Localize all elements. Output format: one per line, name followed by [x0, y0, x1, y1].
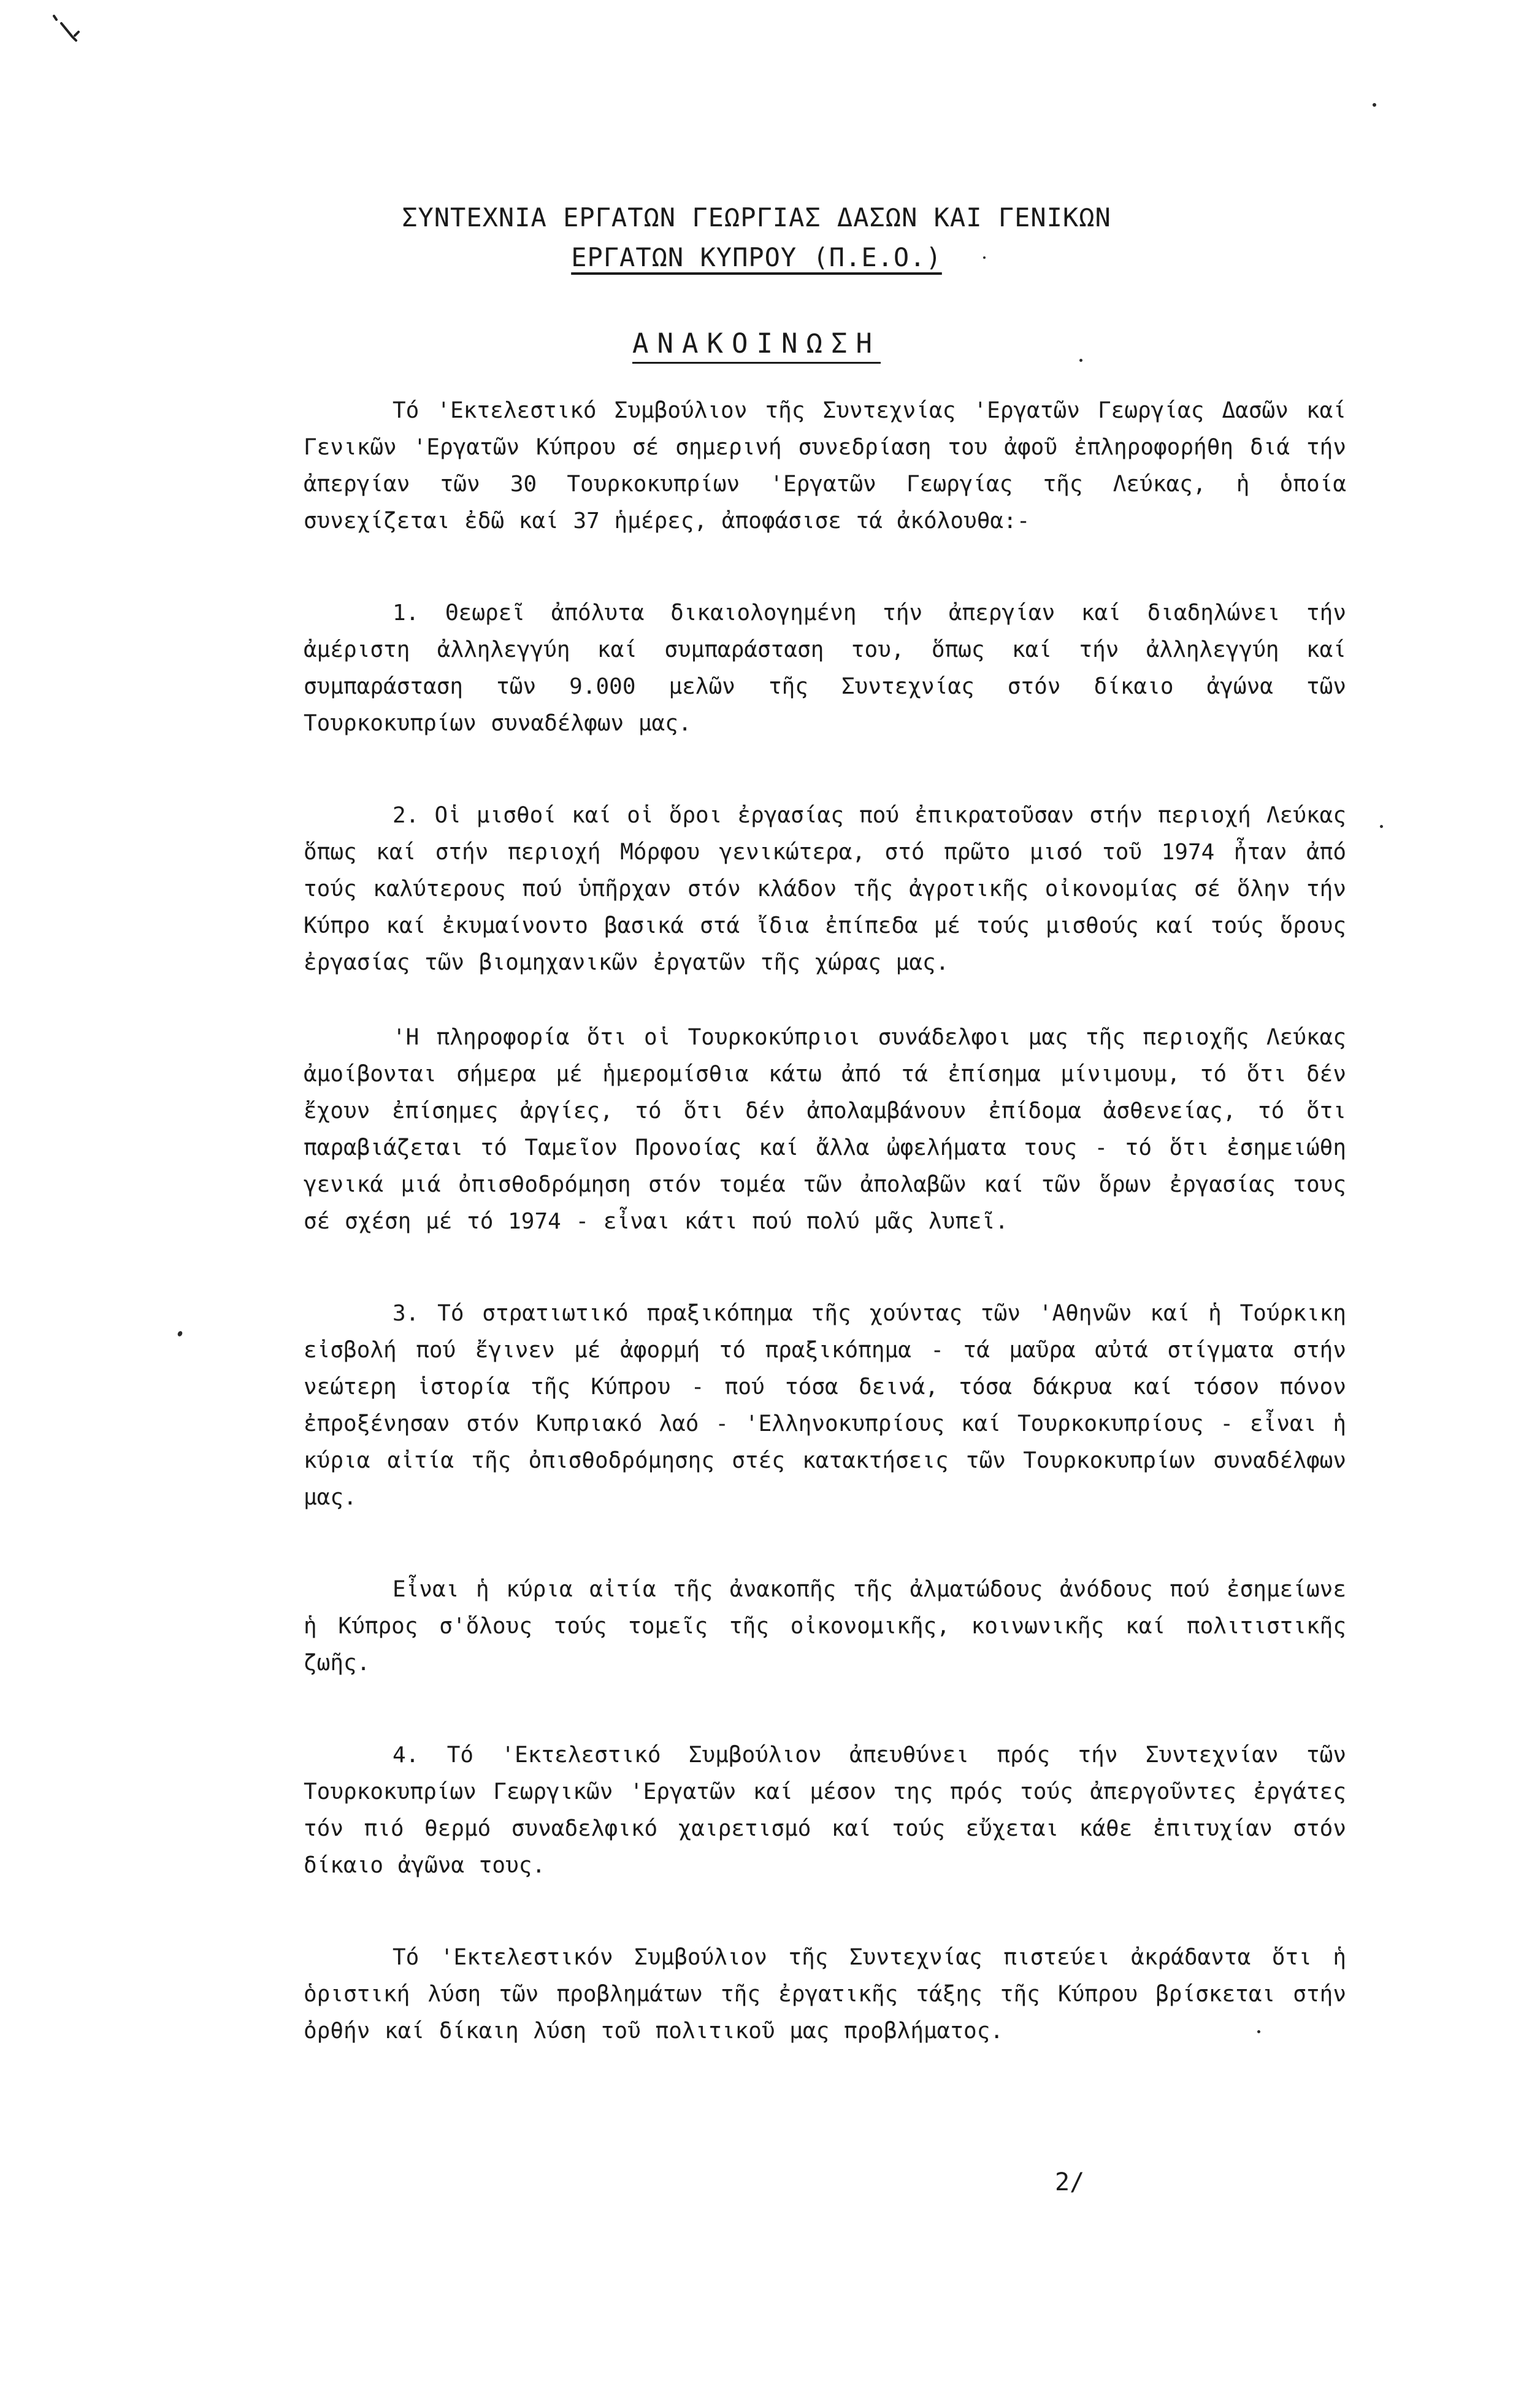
- scan-speck: [1380, 825, 1383, 828]
- organization-name-line2: [0, 242, 1513, 272]
- point-4-paragraph: 4. Τό 'Εκτελεστικό Συμβούλιον ἀπευθύνει πρός τήν Συντεχνίαν τῶν Τουρκοκυπρίων Γεωργικῶν 'Εργατῶν καί μέσον της πρός τούς ἀπεργοῦντες ἐργάτες τόν πιό θερμό συναδελφικό χαιρετισμό καί τούς εὔχεται κάθε ἐπιτυχίαν στόν δίκαιο ἀγῶνα τους.: [304, 1743, 1346, 1878]
- page-number: 2/: [1055, 2168, 1085, 2196]
- point-3-paragraph: 3. Τό στρατιωτικό πραξικόπημα τῆς χούντας τῶν 'Αθηνῶν καί ἡ Τούρκικη εἰσβολή πού ἔγινεν μέ ἀφορμή τό πραξικόπημα - τά μαῦρα αὐτά στίγματα στήν νεώτερη ἱστορία τῆς Κύπρου - πού τόσα δεινά, τόσα δάκρυα καί τόσον πόνον ἐπροξένησαν στόν Κυπριακό λαό - 'Ελληνοκυπρίους καί Τουρκοκυπρίους - εἶναι ἡ κύρια αἰτία τῆς ὀπισθοδρόμησης στές κατακτήσεις τῶν Τουρκοκυπρίων συναδέλφων μας.: [304, 1301, 1346, 1510]
- point-3-continuation-paragraph: Εἶναι ἡ κύρια αἰτία τῆς ἀνακοπῆς τῆς ἀλματώδους ἀνόδους πού ἐσημείωνε ἡ Κύπρος σ'ὅλους τούς τομεῖς τῆς οἰκονομικῆς, κοινωνικῆς καί πολιτιστικῆς ζωῆς.: [304, 1577, 1346, 1676]
- scan-speck: [177, 1330, 183, 1337]
- point-1-paragraph: 1. Θεωρεῖ ἀπόλυτα δικαιολογημένη τήν ἀπεργίαν καί διαδηλώνει τήν ἀμέριστη ἀλληλεγγύη καί συμπαράσταση του, ὅπως καί τήν ἀλληλεγγύη καί συμπαράσταση τῶν 9.000 μελῶν τῆς Συντεχνίας στόν δίκαιο ἀγώνα τῶν Τουρκοκυπρίων συναδέλφων μας.: [304, 600, 1346, 736]
- organization-name-underlined: ΕΡΓΑΤΩΝ ΚΥΠΡΟΥ (Π.Ε.Ο.): [571, 242, 942, 272]
- corner-scan-mark: [48, 11, 97, 60]
- organization-name-line1: ΣΥΝΤΕΧΝΙΑ ΕΡΓΑΤΩΝ ΓΕΩΡΓΙΑΣ ΔΑΣΩΝ ΚΑΙ ΓΕΝΙΚΩΝ: [402, 202, 1111, 232]
- point-2-continuation-paragraph: 'Η πληροφορία ὅτι οἱ Τουρκοκύπριοι συνάδελφοι μας τῆς περιοχῆς Λεύκας ἀμοίβονται σήμερα μέ ἡμερομίσθια κάτω ἀπό τά ἐπίσημα μίνιμουμ, τό ὅτι δέν ἔχουν ἐπίσημες ἀργίες, τό ὅτι δέν ἀπολαμβάνουν ἐπίδομα ἀσθενείας, τό ὅτι παραβιάζεται τό Ταμεῖον Προνοίας καί ἄλλα ὠφελήματα τους - τό ὅτι ἐσημειώθη γενικά μιά ὀπισθοδρόμηση στόν τομέα τῶν ἀπολαβῶν καί τῶν ὅρων ἐργασίας τους σέ σχέση μέ τό 1974 - εἶναι κάτι πού πολύ μᾶς λυπεῖ.: [304, 1025, 1346, 1234]
- intro-paragraph: Τό 'Εκτελεστικό Συμβούλιον τῆς Συντεχνίας 'Εργατῶν Γεωργίας Δασῶν καί Γενικῶν 'Εργατῶν Κύπρου σέ σημερινή συνεδρίαση του ἀφοῦ ἐπληροφορήθη διά τήν ἀπεργίαν τῶν 30 Τουρκοκυπρίων 'Εργατῶν Γεωργίας τῆς Λεύκας, ἡ ὁποία συνεχίζεται ἐδῶ καί 37 ἡμέρες, ἀποφάσισε τά ἀκόλουθα:-: [304, 398, 1346, 534]
- announcement-body: [304, 393, 1346, 2050]
- point-2-paragraph: 2. Οἱ μισθοί καί οἱ ὅροι ἐργασίας πού ἐπικρατοῦσαν στήν περιοχή Λεύκας ὅπως καί στήν περιοχή Μόρφου γενικώτερα, στό πρῶτο μισό τοῦ 1974 ἦταν ἀπό τούς καλύτερους πού ὑπῆρχαν στόν κλάδον τῆς ἀγροτικῆς οἰκονομίας σέ ὅλην τήν Κύπρο καί ἐκυμαίνοντο βασικά στά ἴδια ἐπίπεδα μέ τούς μισθούς καί τούς ὅρους ἐργασίας τῶν βιομηχανικῶν ἐργατῶν τῆς χώρας μας.: [304, 803, 1346, 975]
- announcement-title-text: ΑΝΑΚΟΙΝΩΣΗ: [632, 328, 881, 364]
- closing-paragraph: Τό 'Εκτελεστικόν Συμβούλιον τῆς Συντεχνίας πιστεύει ἀκράδαντα ὅτι ἡ ὁριστική λύση τῶν προβλημάτων τῆς ἐργατικῆς τάξης τῆς Κύπρου βρίσκεται στήν ὀρθήν καί δίκαιη λύση τοῦ πολιτικοῦ μας προβλήματος.: [304, 1945, 1346, 2044]
- announcement-title: [0, 328, 1513, 359]
- scan-speck: [1373, 103, 1376, 107]
